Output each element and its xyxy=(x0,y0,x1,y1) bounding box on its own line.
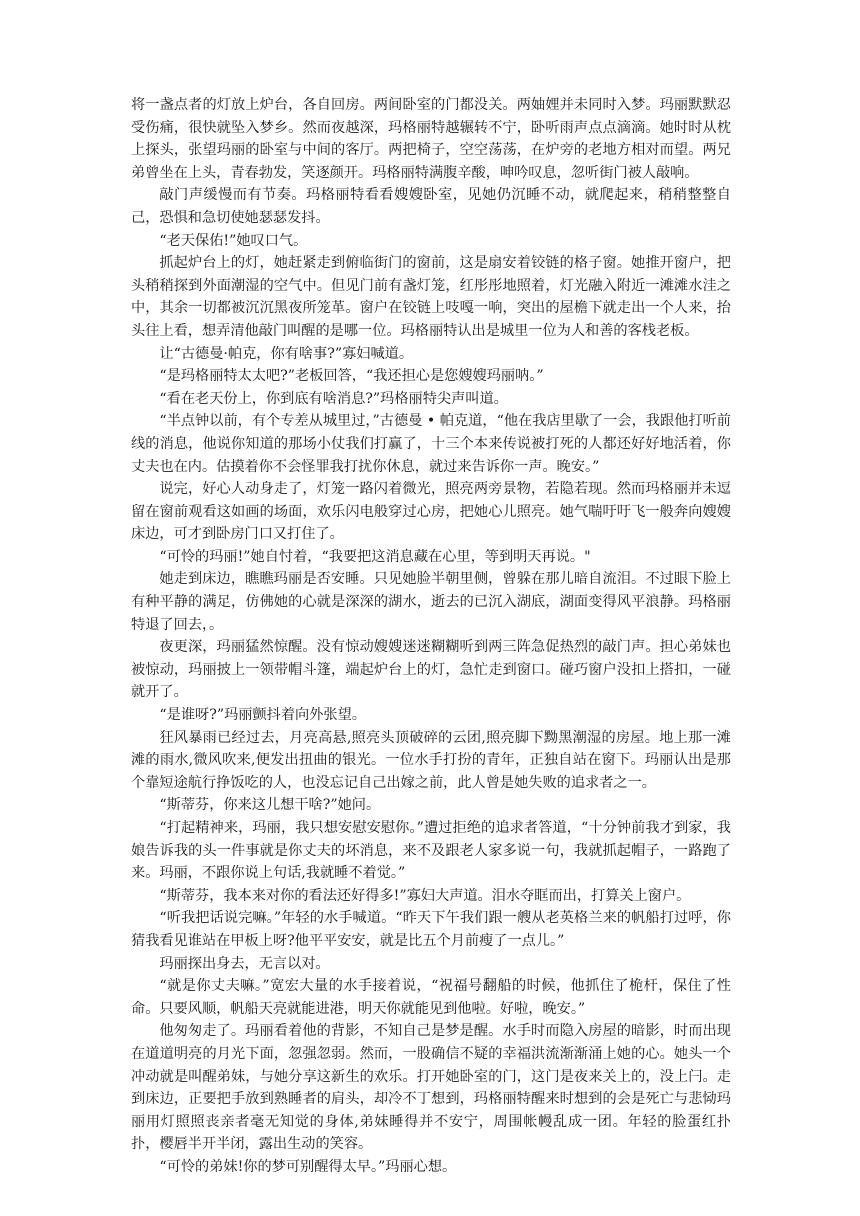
paragraph: 敲门声缓慢而有节奏。玛格丽特看看嫂嫂卧室，见她仍沉睡不动，就爬起来，稍稍整整自己，恐惧和急切使她瑟瑟发抖。 xyxy=(131,187,731,226)
paragraph: “老天保佑!”她叹口气。 xyxy=(159,232,308,249)
paragraph: “看在老天份上，你到底有啥消息?”玛格丽特尖声叫道。 xyxy=(159,390,508,407)
paragraph: “可怜的玛丽!”她自忖着，“我要把这消息藏在心里，等到明天再说。" xyxy=(159,548,591,565)
paragraph: 他匆匆走了。玛丽看着他的背影，不知自己是梦是醒。水手时而隐入房屋的暗影，时而出现在道道明亮的月光下面，忽强忽弱。然而，一股确信不疑的幸福洪流渐渐涌上她的心。她头一个冲动就是叫醒弟妹，与她分享这新生的欢乐。打开她卧室的门，这门是夜来关上的，没上闩。走到床边，正要把手放到熟睡者的肩头，却冷不丁想到，玛格丽特醒来时想到的会是死亡与悲恸玛丽用灯照照丧亲者毫无知觉的身体,弟妹睡得并不安宁，周围帐幔乱成一团。年轻的脸蛋红扑扑，樱唇半开半闭，露出生动的笑容。 xyxy=(131,1023,731,1153)
paragraph: “斯蒂芬，你来这儿想干啥?”她问。 xyxy=(159,797,381,814)
paragraph: “斯蒂芬，我本来对你的看法还好得多!”寡妇大声道。泪水夺眶而出，打算关上窗户。 xyxy=(159,887,691,904)
paragraph: 将一盏点者的灯放上炉台，各自回房。两间卧室的门都没关。两妯娌并未同时入梦。玛丽默默忍受伤痛，很快就坠入梦乡。然而夜越深，玛格丽特越辗转不宁，卧听雨声点点滴滴。她时时从枕上探头，张望玛丽的卧室与中间的客厅。两把椅子，空空荡荡，在炉旁的老地方相对而望。两兄弟曾坐在上头，青春勃发，笑逐颜开。玛格丽特满腹辛酸，呻吟叹息，忽听街门被人敲响。 xyxy=(131,97,731,181)
paragraph: 夜更深，玛丽猛然惊醒。没有惊动嫂嫂迷迷糊糊听到两三阵急促热烈的敲门声。担心弟妹也被惊动，玛丽披上一领带帽斗篷，端起炉台上的灯，急忙走到窗口。碰巧窗户没扣上搭扣，一碰就开了。 xyxy=(131,639,731,701)
paragraph: 让“古德曼·帕克，你有啥事?”寡妇喊道。 xyxy=(159,345,414,362)
paragraph: “半点钟以前，有个专差从城里过，”古德曼 • 帕克道，“他在我店里歇了一会，我跟他打听前线的消息，他说你知道的那场小仗我们打赢了，十三个本来传说被打死的人都还好好地活着，你丈夫也在内。估摸着你不会怪罪我打扰你休息，就过来告诉你一声。晚安。” xyxy=(131,413,731,475)
paragraph: “听我把话说完嘛。”年轻的水手喊道。“昨天下午我们跟一艘从老英格兰来的帆船打过呼，你猜我看见谁站在甲板上呀?他平平安安，就是比五个月前瘦了一点儿。” xyxy=(131,910,731,949)
paragraph: “是谁呀?”玛丽颤抖着向外张望。 xyxy=(159,707,366,724)
paragraph: 抓起炉台上的灯，她赶紧走到俯临街门的窗前，这是扇安着铰链的格子窗。她推开窗户，把头稍稍探到外面潮湿的空气中。但见门前有盏灯笼，红彤彤地照着，灯光融入附近一滩滩水洼之中，其余一切都被沉沉黑夜所笼革。窗户在铰链上吱嘎一响，突出的屋檐下就走出一个人来，抬头往上看，想弄清他敲门叫醒的是哪一位。玛格丽特认出是城里一位为人和善的客栈老板。 xyxy=(131,255,731,339)
paragraph: “打起精神来，玛丽，我只想安慰安慰你。”遭过拒绝的追求者答道，“十分钟前我才到家，我娘告诉我的头一件事就是你丈夫的坏消息，来不及跟老人家多说一句，我就抓起帽子，一路跑了来。玛丽，不跟你说上句话,我就睡不着觉。” xyxy=(131,820,731,882)
document-body xyxy=(131,94,731,1179)
paragraph: “可怜的弟妹!你的梦可别醒得太早。”玛丽心想。 xyxy=(159,1158,457,1175)
paragraph: 说完，好心人动身走了，灯笼一路闪着微光，照亮两旁景物，若隐若现。然而玛格丽并未逗留在窗前观看这如画的场面，欢乐闪电般穿过心房，把她心儿照亮。她气喘吁吁飞一般奔向嫂嫂床边，可才到卧房门口又打住了。 xyxy=(131,481,731,543)
paragraph: 玛丽探出身去，无言以对。 xyxy=(159,955,330,972)
paragraph: “就是你丈夫嘛。”宽宏大量的水手接着说，“祝福号翻船的时候，他抓住了桅杆，保住了性命。只要风顺，帆船天亮就能进港，明天你就能见到他啦。好啦，晚安。” xyxy=(131,978,731,1017)
paragraph: 她走到床边，瞧瞧玛丽是否安睡。只见她脸半朝里侧，曾躲在那儿暗自流泪。不过眼下脸上有种平静的满足，仿佛她的心就是深深的湖水，逝去的已沉入湖底，湖面变得风平浪静。玛格丽特退了回去，。 xyxy=(131,571,731,633)
paragraph: “是玛格丽特太太吧?”老板回答，“我还担心是您嫂嫂玛丽呐。” xyxy=(159,368,544,385)
paragraph: 狂风暴雨已经过去，月亮高悬,照亮头顶破碎的云团,照亮脚下黝黑潮湿的房屋。地上那一滩滩的雨水,微风吹来,便发出扭曲的银光。一位水手打扮的青年，正独自站在窗下。玛丽认出是那个靠短途航行挣饭吃的人，也没忘记自己出嫁之前，此人曾是她失败的追求者之一。 xyxy=(131,729,731,791)
